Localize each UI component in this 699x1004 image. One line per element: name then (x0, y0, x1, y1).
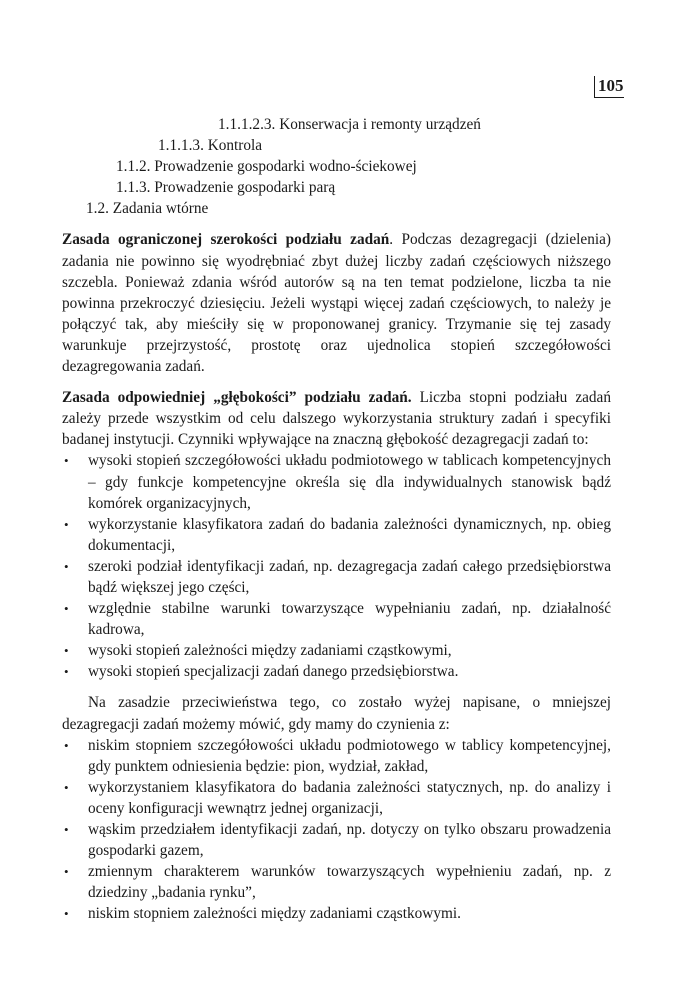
page-number: 105 (594, 76, 624, 98)
paragraph-heading: Zasada odpowiedniej „głębokości” podziału zadań. (62, 389, 412, 407)
page-body (62, 114, 611, 924)
bullet-list-shallow (62, 735, 611, 925)
list-item: • zmiennym charakterem warunków towarzyszących wypełnieniu zadań, np. z dziedziny „badania rynku”, (62, 861, 611, 903)
list-item: • niskim stopniem zależności między zadaniami cząstkowymi. (62, 903, 611, 924)
paragraph-principle-depth (62, 387, 611, 450)
toc-item: 1.1.3. Prowadzenie gospodarki parą (116, 179, 336, 197)
list-item: • wysoki stopień zależności między zadaniami cząstkowymi, (62, 640, 611, 661)
paragraph-text: Liczba stopni podziału zadań zależy przede wszystkim od celu dalszego wykorzystania struktury zadań i specyfiki badanej instytucji. Czynniki wpływające na znaczną głębokość dezagregacji zadań to: (62, 389, 611, 449)
toc-item: 1.1.1.2.3. Konserwacja i remonty urządzeń (218, 116, 481, 133)
paragraph-heading: Zasada ograniczonej szerokości podziału zadań (62, 231, 390, 249)
toc-list (62, 114, 611, 219)
toc-item: 1.1.1.3. Kontrola (158, 137, 263, 155)
list-item: • wykorzystaniem klasyfikatora do badania zależności statycznych, np. do analizy i oceny konfiguracji wewnątrz jednej organizacji, (62, 777, 611, 819)
toc-item: 1.1.2. Prowadzenie gospodarki wodno-ściekowej (116, 158, 417, 176)
list-item: • wąskim przedziałem identyfikacji zadań, np. dotyczy on tylko obszaru prowadzenia gospodarki gazem, (62, 819, 611, 861)
list-item: • niskim stopniem szczegółowości układu podmiotowego w tablicy kompetencyjnej, gdy punktem odniesienia będzie: pion, wydział, zakład, (62, 735, 611, 777)
list-item: • wysoki stopień szczegółowości układu podmiotowego w tablicach kompetencyjnych – gdy funkcje kompetencyjne określa się dla indywidualnych stanowisk bądź komórek organizacyjnych, (62, 450, 611, 513)
list-item: • wysoki stopień specjalizacji zadań danego przedsiębiorstwa. (62, 661, 611, 682)
paragraph-text: . Podczas dezagregacji (dzielenia) zadania nie powinno się wyodrębniać zbyt dużej liczby zadań częściowych niższego szczebla. Ponieważ zdania wśród autorów są na ten temat podzielone, liczba ta nie powinna przekroczyć dziesięciu. Jeżeli wystąpi więcej zadań częściowych, to należy je połączyć tak, aby mieściły się w proponowanej granicy. Trzymanie się tej zasady warunkuje przejrzystość, prostotę oraz ujednolica stopień szczegółowości dezagregowania zadań. (62, 231, 611, 376)
paragraph-principle-width (62, 229, 611, 377)
toc-item: 1.2. Zadania wtórne (86, 200, 209, 218)
list-item: • względnie stabilne warunki towarzyszące wypełnianiu zadań, np. działalność kadrowa, (62, 598, 611, 640)
bullet-list-deep (62, 450, 611, 682)
list-item: • wykorzystanie klasyfikatora zadań do badania zależności dynamicznych, np. obieg dokumentacji, (62, 514, 611, 556)
list-item: • szeroki podział identyfikacji zadań, np. dezagregacja zadań całego przedsiębiorstwa bądź większej jego części, (62, 556, 611, 598)
paragraph-contrast: Na zasadzie przeciwieństwa tego, co zostało wyżej napisane, o mniejszej dezagregacji zadań możemy mówić, gdy mamy do czynienia z: (62, 694, 611, 733)
